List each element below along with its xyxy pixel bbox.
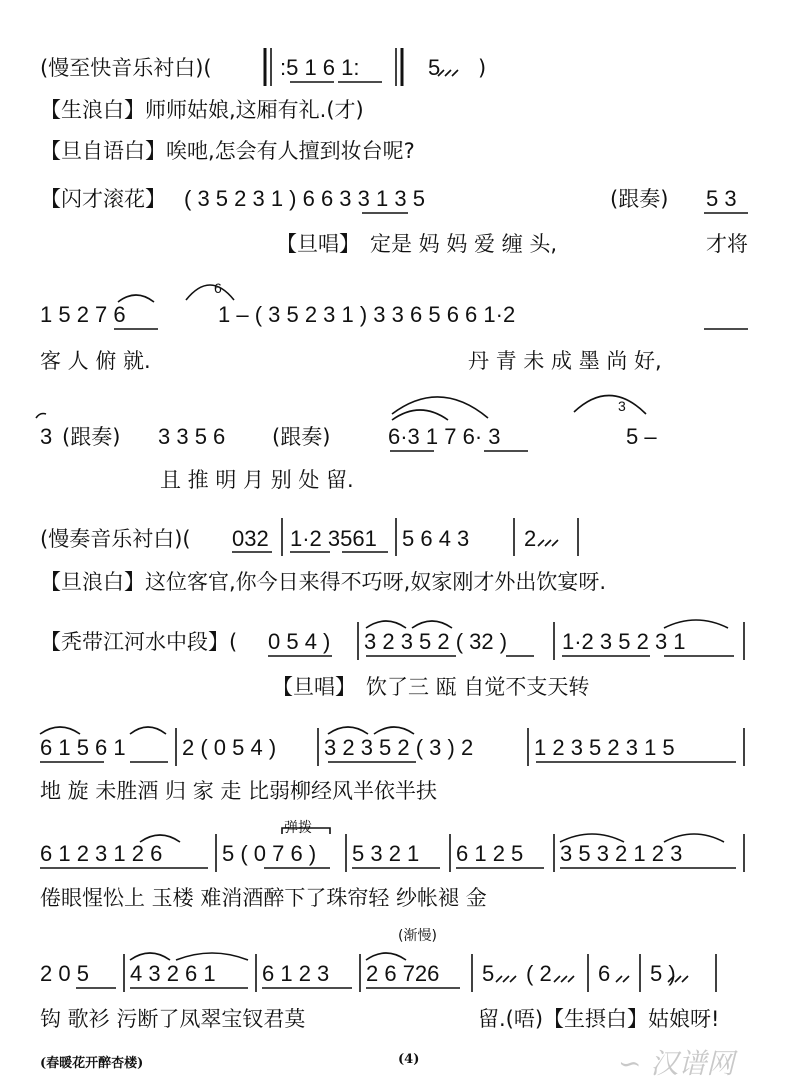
line15-lyric: 地 旋 未胜酒 归 家 走 比弱柳经风半依半扶: [40, 779, 438, 803]
line8-notes-c: 6·3 1 7 6· 3: [388, 424, 501, 449]
line18-bar8: 5 ): [650, 961, 676, 986]
line19-lyric-tail: 留.(唔)【生摂白】姑娘呀!: [478, 1007, 720, 1031]
line4-label: 【闪才滚花】: [40, 187, 166, 211]
line7-lyric-b: 丹 青 未 成 墨 尚 好,: [468, 349, 662, 373]
footer-title: (春暖花开醉杏楼): [40, 1056, 144, 1071]
line8-note-a: 3: [40, 424, 53, 449]
line12-bar2: 3 2 3 5 2 ( 32 ): [364, 629, 508, 654]
line14-bar4: 1 2 3 5 2 3 1 5: [534, 735, 675, 760]
line18-bar5: 5: [482, 961, 495, 986]
line12-label: 【秃带江河水中段】(: [40, 630, 238, 654]
line16-bar2: 5 ( 0 7 6 ): [222, 841, 317, 866]
line12-bar3: 1·2 3 5 2 3 1: [562, 629, 686, 654]
line19-lyric: 钩 歌衫 污断了凤翠宝钗君莫: [40, 1007, 306, 1031]
line8-notes-d: 5 –: [626, 424, 657, 449]
line6-notes-b: 1 – ( 3 5 2 3 1 ) 3 3 6 5 6 6 1·2: [218, 302, 516, 327]
line5-lyric: 定是 妈 妈 爱 缠 头,: [370, 232, 558, 256]
line11-dialogue: 【旦浪白】这位客官,你今日来得不巧呀,奴家刚才外出饮宴呀.: [40, 570, 607, 594]
line8-grace-note: 3: [618, 398, 626, 414]
line18-bar4: 2 6 726: [366, 961, 440, 986]
line16-bar3: 5 3 2 1: [352, 841, 420, 866]
line2-dialogue: 【生浪白】师师姑娘,这厢有礼.(才): [40, 98, 364, 122]
line10-bar3: 5 6 4 3: [402, 526, 470, 551]
footer-page-number: (4): [398, 1052, 420, 1067]
line17-lyric: 倦眼惺忪上 玉楼 难消酒醉下了珠帘轻 纱帐褪 金: [40, 886, 487, 910]
line18-bar1: 2 0 5: [40, 961, 89, 986]
line18-bar7: 6: [598, 961, 611, 986]
line4-end-notes: 5 3: [706, 186, 737, 211]
line5-lyric-end: 才将: [706, 232, 748, 256]
line6-grace-note: 6: [214, 280, 222, 296]
line6-notes-a: 1 5 2 7 6: [40, 302, 126, 327]
line14-bar2: 2 ( 0 5 4 ): [182, 735, 277, 760]
line16-bar1: 6 1 2 3 1 2 6: [40, 841, 163, 866]
line18-bar2: 4 3 2 6 1: [130, 961, 216, 986]
line1-tail-note: 5: [428, 55, 441, 80]
line16-technique-tag: 弹拨: [284, 820, 312, 836]
line10-bar4: 2: [524, 526, 537, 551]
line5-role: 【旦唱】: [276, 232, 360, 256]
line16-bar4: 6 1 2 5: [456, 841, 524, 866]
line4-notes: ( 3 5 2 3 1 ) 6 6 3 3 1 3 5: [184, 186, 425, 211]
line10-bar2: 1·2 3561: [290, 526, 377, 551]
line8-accompaniment-b: (跟奏): [272, 425, 331, 449]
line14-bar1: 6 1 5 6 1: [40, 735, 126, 760]
line18-tempo-tag: (渐慢): [398, 928, 437, 944]
line10-prefix: (慢奏音乐衬白)(: [40, 527, 191, 551]
line1-close: ): [478, 56, 487, 80]
line1-prefix: (慢至快音乐衬白)(: [40, 56, 212, 80]
line12-bar1: 0 5 4 ): [268, 629, 331, 654]
line13-lyric: 饮了三 瓯 自觉不支天转: [366, 675, 590, 699]
line18-bar6: ( 2: [526, 961, 552, 986]
line16-bar5: 3 5 3 2 1 2 3: [560, 841, 683, 866]
line1-repeat-notes: :5 1 6 1:: [280, 55, 360, 80]
line18-bar3: 6 1 2 3: [262, 961, 330, 986]
line7-lyric-a: 客 人 俯 就.: [40, 349, 151, 373]
line10-bar1: 032: [232, 526, 269, 551]
line3-dialogue: 【旦自语白】唉吔,怎会有人擅到妆台呢?: [40, 139, 415, 163]
watermark-logo: ∽ 汉谱网: [618, 1047, 735, 1080]
line13-role: 【旦唱】: [272, 675, 356, 699]
line9-lyric: 且 推 明 月 别 处 留.: [160, 468, 354, 492]
line4-accompaniment: (跟奏): [610, 187, 669, 211]
line8-notes-b: 3 3 5 6: [158, 424, 226, 449]
line14-bar3: 3 2 3 5 2 ( 3 ) 2: [324, 735, 474, 760]
line8-accompaniment-a: (跟奏): [62, 425, 121, 449]
